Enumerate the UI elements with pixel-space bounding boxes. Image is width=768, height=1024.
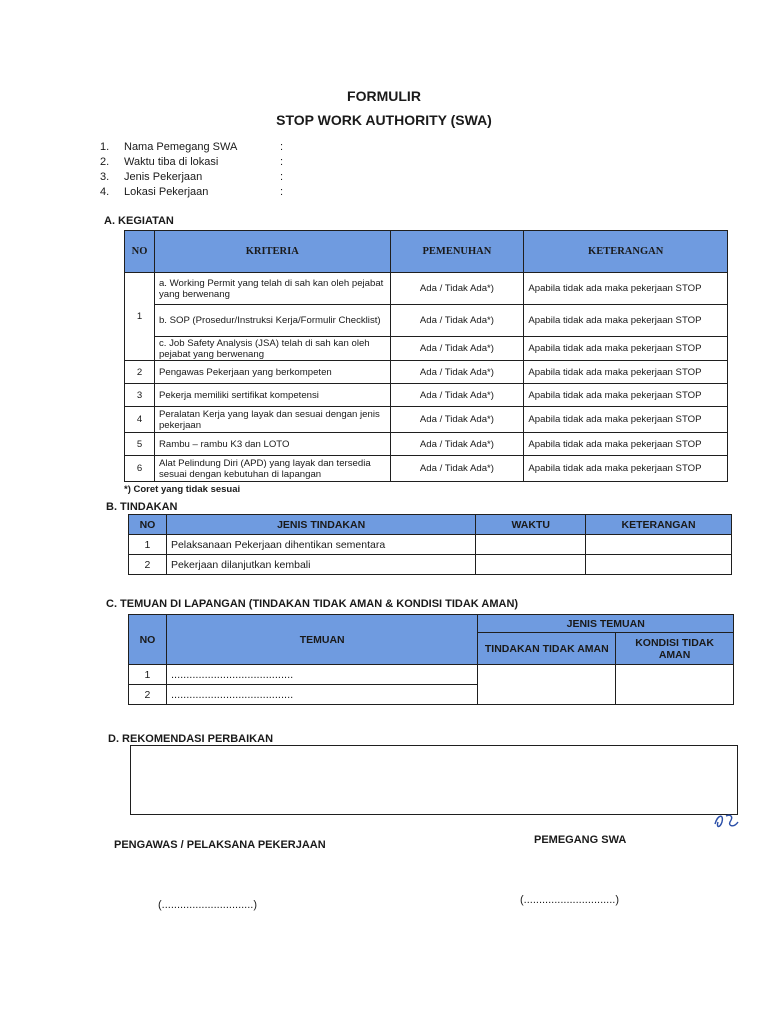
row-sub: a. bbox=[158, 277, 167, 289]
row-kriteria-text: Job Safety Analysis (JSA) telah di sah kan oleh pejabat yang berwenang bbox=[158, 337, 370, 360]
row-kriteria: Rambu – rambu K3 dan LOTO bbox=[154, 433, 390, 456]
table-row bbox=[125, 456, 728, 482]
table-row bbox=[125, 407, 728, 433]
row-kriteria-text: SOP (Prosedur/Instruksi Kerja/Formulir Checklist) bbox=[169, 315, 381, 326]
info-number: 1. bbox=[100, 141, 110, 153]
info-separator: : bbox=[280, 141, 284, 153]
signature-line-pemegang[interactable]: (..............................) bbox=[520, 894, 620, 906]
info-row bbox=[100, 155, 283, 170]
row-temuan[interactable]: ........................................ bbox=[166, 685, 477, 705]
row-temuan[interactable]: ........................................ bbox=[166, 665, 477, 685]
col-header-no: NO bbox=[129, 515, 167, 535]
section-d-heading: D. REKOMENDASI PERBAIKAN bbox=[108, 733, 274, 745]
row-keterangan: Apabila tidak ada maka pekerjaan STOP bbox=[524, 456, 728, 482]
row-jenis-tindakan: Pekerjaan dilanjutkan kembali bbox=[166, 555, 475, 575]
table-row bbox=[125, 273, 728, 305]
row-no: 2 bbox=[125, 361, 155, 384]
col-header-jenis-tindakan: JENIS TINDAKAN bbox=[166, 515, 475, 535]
info-row bbox=[100, 170, 283, 185]
info-number: 4. bbox=[100, 186, 110, 198]
table-row bbox=[125, 433, 728, 456]
row-kriteria bbox=[154, 337, 390, 361]
info-separator: : bbox=[280, 156, 284, 168]
row-waktu[interactable] bbox=[476, 555, 586, 575]
table-row bbox=[125, 337, 728, 361]
info-row bbox=[100, 140, 283, 155]
row-kondisi-tidak-aman[interactable] bbox=[616, 665, 734, 705]
row-kriteria: Pekerja memiliki sertifikat kompetensi bbox=[154, 384, 390, 407]
table-row bbox=[129, 555, 732, 575]
section-a-heading: A. KEGIATAN bbox=[104, 215, 174, 227]
row-jenis-tindakan: Pelaksanaan Pekerjaan dihentikan sementara bbox=[166, 535, 475, 555]
col-header-temuan: TEMUAN bbox=[166, 615, 477, 665]
col-header-pemenuhan: PEMENUHAN bbox=[390, 231, 524, 273]
form-title: FORMULIR bbox=[347, 88, 421, 104]
info-separator: : bbox=[280, 171, 284, 183]
row-sub: c. bbox=[158, 337, 167, 349]
col-header-keterangan: KETERANGAN bbox=[524, 231, 728, 273]
paraf-mark bbox=[712, 810, 742, 832]
row-no: 1 bbox=[129, 665, 167, 685]
row-keterangan: Apabila tidak ada maka pekerjaan STOP bbox=[524, 361, 728, 384]
info-row bbox=[100, 185, 283, 200]
row-kriteria: Peralatan Kerja yang layak dan sesuai dengan jenis pekerjaan bbox=[154, 407, 390, 433]
row-kriteria-text: Working Permit yang telah di sah kan oleh pejabat yang berwenang bbox=[158, 277, 384, 300]
row-kriteria: Pengawas Pekerjaan yang berkompeten bbox=[154, 361, 390, 384]
row-tindakan-tidak-aman[interactable] bbox=[478, 665, 616, 705]
info-label: Waktu tiba di lokasi bbox=[124, 156, 219, 168]
info-number: 3. bbox=[100, 171, 110, 183]
col-header-keterangan: KETERANGAN bbox=[586, 515, 732, 535]
row-keterangan: Apabila tidak ada maka pekerjaan STOP bbox=[524, 384, 728, 407]
row-keterangan: Apabila tidak ada maka pekerjaan STOP bbox=[524, 337, 728, 361]
row-kriteria bbox=[154, 273, 390, 305]
col-header-no: NO bbox=[125, 231, 155, 273]
table-row bbox=[125, 361, 728, 384]
row-no: 5 bbox=[125, 433, 155, 456]
table-row bbox=[125, 305, 728, 337]
col-header-waktu: WAKTU bbox=[476, 515, 586, 535]
row-keterangan[interactable] bbox=[586, 555, 732, 575]
info-label: Nama Pemegang SWA bbox=[124, 141, 238, 153]
table-header-row bbox=[129, 515, 732, 535]
section-c-heading: C. TEMUAN DI LAPANGAN (TINDAKAN TIDAK AMAN & KONDISI TIDAK AMAN) bbox=[106, 598, 519, 610]
row-pemenuhan: Ada / Tidak Ada*) bbox=[390, 273, 524, 305]
rekomendasi-box[interactable] bbox=[130, 745, 738, 815]
col-header-tindakan-tidak-aman: TINDAKAN TIDAK AMAN bbox=[478, 633, 616, 665]
table-row bbox=[129, 535, 732, 555]
row-keterangan: Apabila tidak ada maka pekerjaan STOP bbox=[524, 433, 728, 456]
row-pemenuhan: Ada / Tidak Ada*) bbox=[390, 407, 524, 433]
form-subtitle: STOP WORK AUTHORITY (SWA) bbox=[276, 112, 492, 128]
row-no: 1 bbox=[125, 273, 155, 361]
signature-label-pemegang: PEMEGANG SWA bbox=[534, 834, 627, 846]
temuan-table bbox=[128, 614, 734, 705]
col-header-jenis-temuan: JENIS TEMUAN bbox=[478, 615, 734, 633]
footnote: *) Coret yang tidak sesuai bbox=[124, 484, 241, 495]
kegiatan-table bbox=[124, 230, 728, 482]
row-pemenuhan: Ada / Tidak Ada*) bbox=[390, 361, 524, 384]
col-header-kondisi-tidak-aman: KONDISI TIDAK AMAN bbox=[616, 633, 734, 665]
row-no: 1 bbox=[129, 535, 167, 555]
table-header-row bbox=[125, 231, 728, 273]
row-pemenuhan: Ada / Tidak Ada*) bbox=[390, 305, 524, 337]
row-keterangan: Apabila tidak ada maka pekerjaan STOP bbox=[524, 407, 728, 433]
row-no: 2 bbox=[129, 685, 167, 705]
col-header-no: NO bbox=[129, 615, 167, 665]
info-number: 2. bbox=[100, 156, 110, 168]
signature-label-pengawas: PENGAWAS / PELAKSANA PEKERJAAN bbox=[114, 839, 326, 851]
row-keterangan: Apabila tidak ada maka pekerjaan STOP bbox=[524, 273, 728, 305]
row-sub: b. bbox=[158, 315, 167, 326]
info-label: Jenis Pekerjaan bbox=[124, 171, 203, 183]
row-keterangan: Apabila tidak ada maka pekerjaan STOP bbox=[524, 305, 728, 337]
signature-line-pengawas[interactable]: (..............................) bbox=[158, 899, 258, 911]
col-header-kriteria: KRITERIA bbox=[154, 231, 390, 273]
table-header-row bbox=[129, 615, 734, 633]
row-kriteria: Alat Pelindung Diri (APD) yang layak dan tersedia sesuai dengan kebutuhan di lapangan bbox=[154, 456, 390, 482]
row-waktu[interactable] bbox=[476, 535, 586, 555]
row-kriteria bbox=[154, 305, 390, 337]
row-pemenuhan: Ada / Tidak Ada*) bbox=[390, 384, 524, 407]
info-label: Lokasi Pekerjaan bbox=[124, 186, 209, 198]
section-b-heading: B. TINDAKAN bbox=[106, 501, 178, 513]
info-separator: : bbox=[280, 186, 284, 198]
table-row bbox=[125, 384, 728, 407]
row-no: 6 bbox=[125, 456, 155, 482]
row-no: 2 bbox=[129, 555, 167, 575]
row-pemenuhan: Ada / Tidak Ada*) bbox=[390, 433, 524, 456]
row-no: 3 bbox=[125, 384, 155, 407]
row-pemenuhan: Ada / Tidak Ada*) bbox=[390, 456, 524, 482]
row-keterangan[interactable] bbox=[586, 535, 732, 555]
table-row bbox=[129, 665, 734, 685]
tindakan-table bbox=[128, 514, 732, 575]
row-pemenuhan: Ada / Tidak Ada*) bbox=[390, 337, 524, 361]
info-fields bbox=[100, 140, 283, 200]
row-no: 4 bbox=[125, 407, 155, 433]
